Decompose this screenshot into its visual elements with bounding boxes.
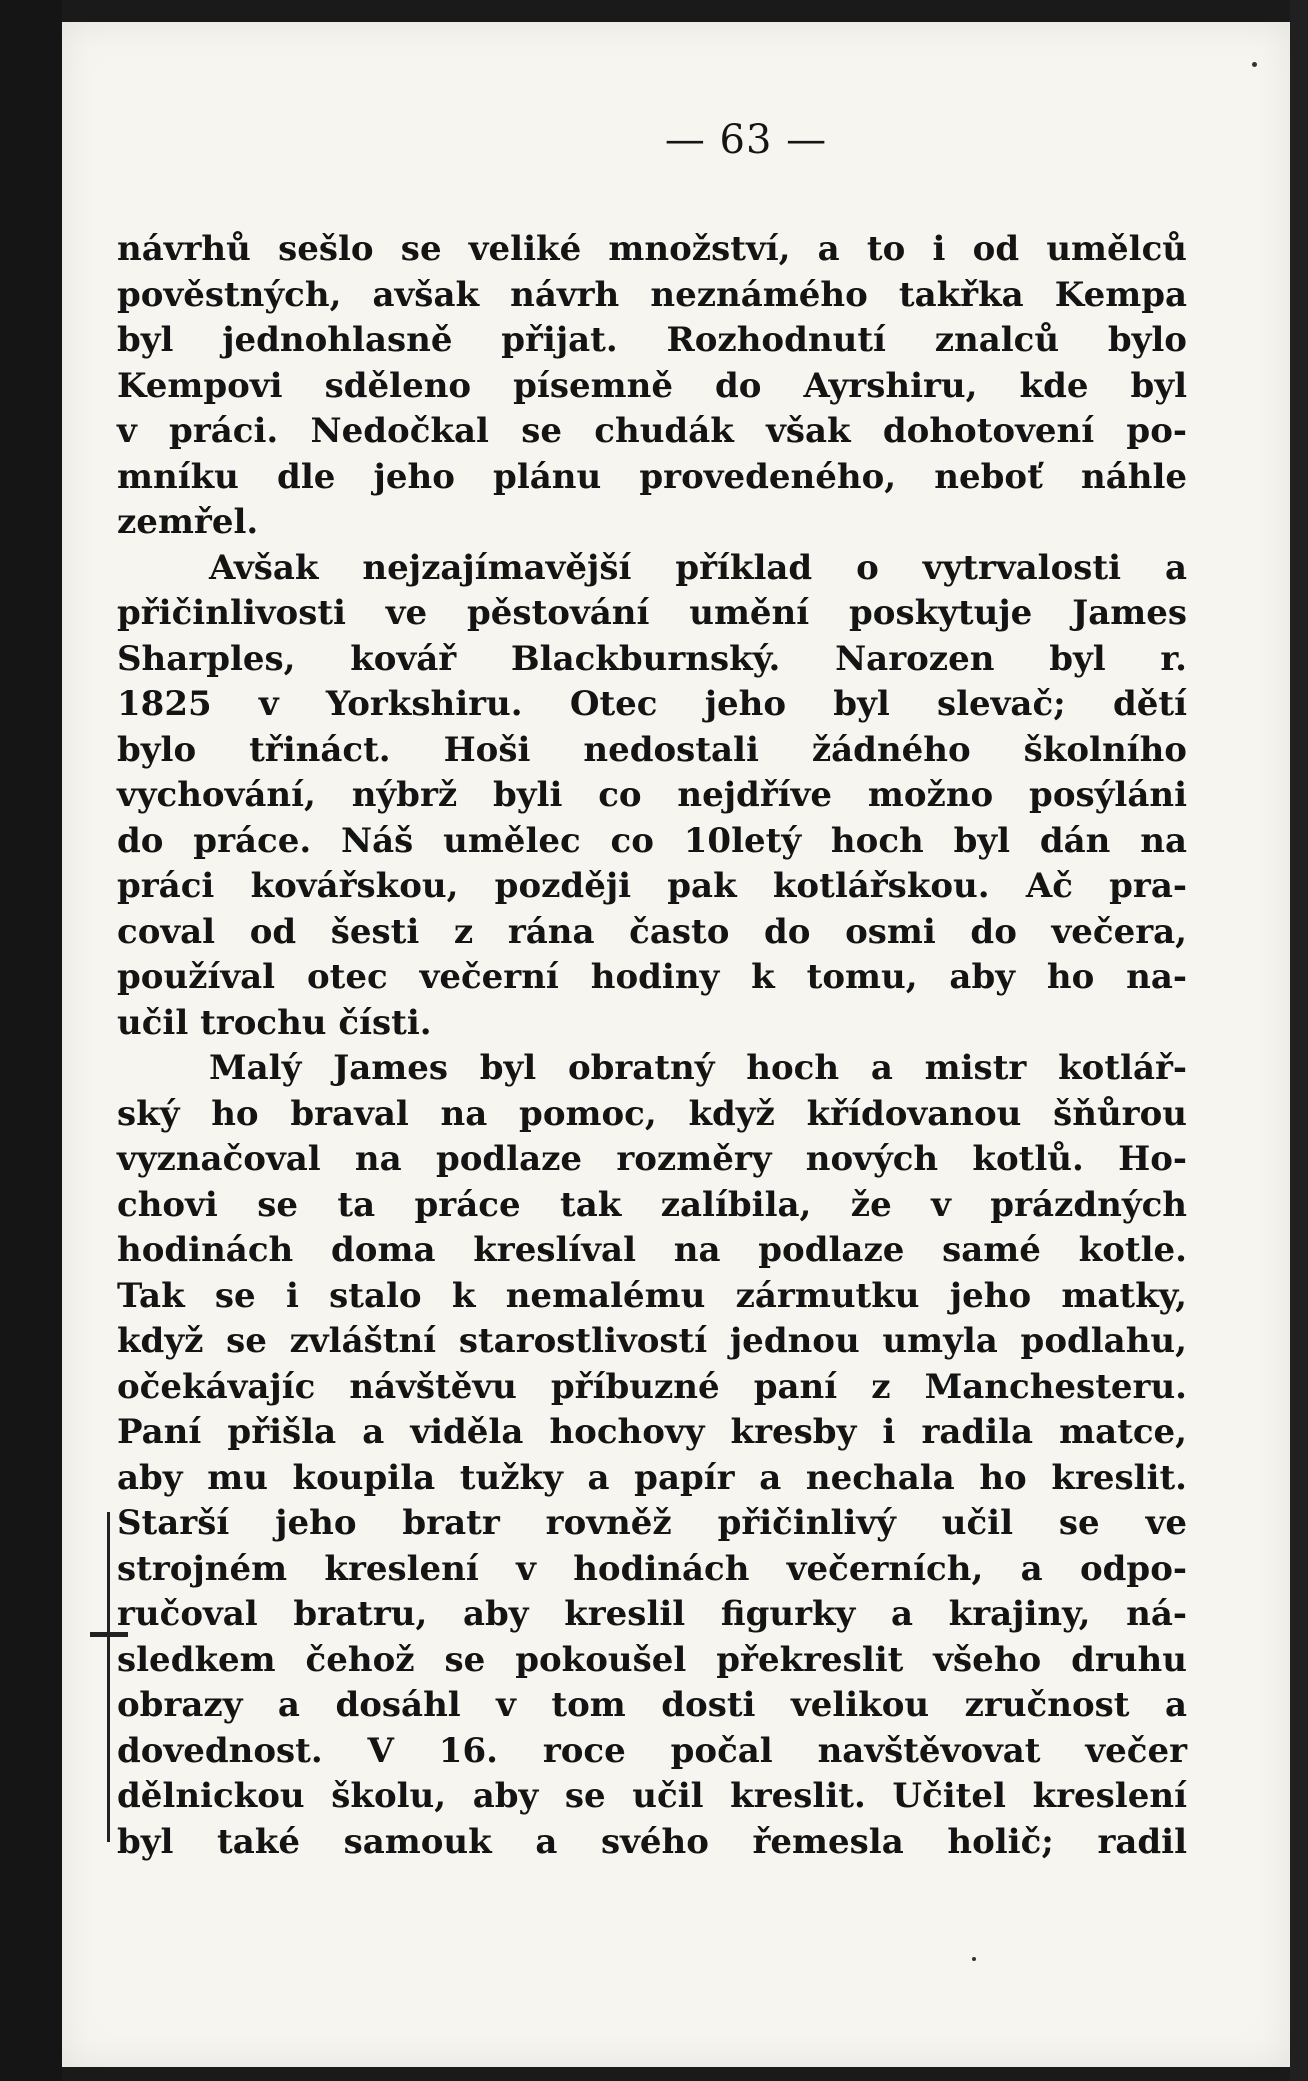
text-line: strojném kreslení v hodinách večerních, a odpo- — [117, 1548, 1187, 1589]
text-line: přičinlivosti ve pěstování umění poskytuje James — [117, 593, 1187, 633]
text-line: Starší jeho bratr rovněž přičinlivý učil se ve — [117, 1503, 1187, 1543]
text-line: učil trochu čísti. — [117, 1002, 432, 1043]
scan-left-edge — [0, 0, 62, 2081]
text-line: Sharples, kovář Blackburnský. Narozen byl r. — [117, 638, 1187, 679]
ink-speck — [1252, 62, 1257, 67]
text-line: coval od šesti z rána často do osmi do večera, — [117, 911, 1187, 952]
text-line: Kempovi sděleno písemně do Ayrshiru, kde byl — [117, 365, 1187, 406]
text-line: obrazy a dosáhl v tom dosti velikou zručnost a — [117, 1685, 1187, 1725]
text-line: ručoval bratru, aby kreslil figurky a krajiny, ná- — [117, 1594, 1187, 1634]
text-line: ský ho braval na pomoc, když křídovanou šňůrou — [117, 1093, 1187, 1134]
text-line: Tak se i stalo k nemalému zármutku jeho matky, — [117, 1275, 1187, 1316]
text-line: Paní přišla a viděla hochovy kresby i radila matce, — [117, 1412, 1187, 1452]
body-text — [117, 227, 1187, 1865]
text-line: byl také samouk a svého řemesla holič; radil — [117, 1821, 1187, 1862]
text-line: návrhů sešlo se veliké množství, a to i od umělců — [117, 229, 1187, 269]
text-line: používal otec večerní hodiny k tomu, aby ho na- — [117, 957, 1187, 997]
text-line: byl jednohlasně přijat. Rozhodnutí znalců bylo — [117, 320, 1187, 360]
text-line: dovednost. V 16. roce počal navštěvovat večer — [117, 1730, 1187, 1771]
text-line: 1825 v Yorkshiru. Otec jeho byl slevač; dětí — [117, 684, 1187, 724]
text-line: pověstných, avšak návrh neznámého takřka Kempa — [117, 274, 1187, 315]
scan-right-edge — [1290, 0, 1308, 2081]
text-line: mníku dle jeho plánu provedeného, neboť náhle — [117, 456, 1187, 497]
text-line: práci kovářskou, později pak kotlářskou. Ač pra- — [117, 866, 1187, 906]
text-line: aby mu koupila tužky a papír a nechala ho kreslit. — [117, 1457, 1187, 1498]
text-line: hodinách doma kreslíval na podlaze samé kotle. — [117, 1230, 1187, 1270]
ink-speck — [972, 1957, 976, 1961]
text-line: když se zvláštní starostlivostí jednou umyla podlahu, — [117, 1321, 1187, 1361]
text-line: v práci. Nedočkal se chudák však dohotovení po- — [117, 411, 1187, 451]
page-number: — 63 — — [664, 117, 828, 163]
text-line: do práce. Náš umělec co 10letý hoch byl dán na — [117, 820, 1187, 861]
text-line: sledkem čehož se pokoušel překreslit všeho druhu — [117, 1639, 1187, 1680]
text-line: očekávajíc návštěvu příbuzné paní z Manchesteru. — [117, 1366, 1187, 1407]
text-line: dělnickou školu, aby se učil kreslit. Učitel kreslení — [117, 1776, 1187, 1816]
text-line: chovi se ta práce tak zalíbila, že v prázdných — [117, 1184, 1187, 1225]
book-page — [62, 22, 1290, 2067]
text-line: zemřel. — [117, 502, 259, 542]
text-line: Malý James byl obratný hoch a mistr kotlář- — [209, 1048, 1187, 1088]
text-line: vyznačoval na podlaze rozměry nových kotlů. Ho- — [117, 1139, 1187, 1179]
text-line: vychování, nýbrž byli co nejdříve možno posýláni — [117, 775, 1187, 815]
text-line: Avšak nejzajímavější příklad o vytrvalosti a — [209, 547, 1187, 588]
text-line: bylo třináct. Hoši nedostali žádného školního — [117, 729, 1187, 770]
margin-mark-line — [107, 1512, 110, 1842]
